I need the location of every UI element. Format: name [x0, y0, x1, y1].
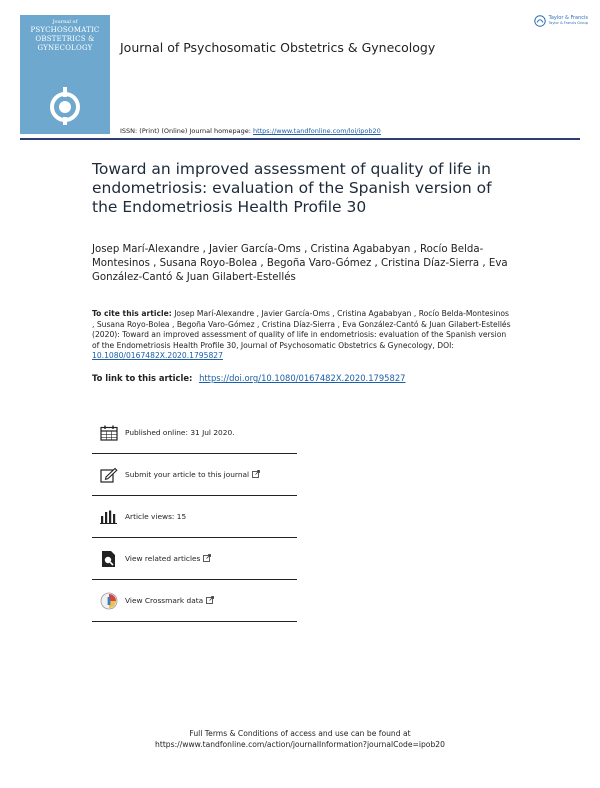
- journal-cover[interactable]: [20, 15, 110, 134]
- journal-title[interactable]: Journal of Psychosomatic Obstetrics & Gynecology: [120, 40, 436, 55]
- crossmark-row[interactable]: [92, 580, 297, 622]
- citation-label: To cite this article:: [92, 309, 172, 318]
- article-actions: [92, 412, 297, 622]
- bar-chart-icon: [98, 507, 120, 527]
- related-articles-link[interactable]: View related articles: [125, 554, 201, 563]
- article-link-label: To link to this article:: [92, 373, 193, 383]
- external-link-icon: [203, 554, 211, 564]
- cover-title-line-1: PSYCHOSOMATIC: [30, 26, 100, 34]
- citation-text: Josep Marí-Alexandre , Javier García-Oms , Cristina Agababyan , Rocío Belda-Montesinos , Susana Royo-Bolea , Begoña Varo-Gómez , Cristina Díaz-Sierra , Eva González-Cantó & Juan Gilabert-Estellés (2020): Toward an improved assessment of quality of life in endometriosis: evaluation of the Spanish version of the Endometriosis Health Profile 30, Journal of Psychosomatic Obstetrics & Gynecology, DOI:: [92, 309, 511, 350]
- crossmark-icon: [98, 591, 120, 611]
- external-link-icon: [206, 596, 214, 606]
- edit-icon: [98, 465, 120, 485]
- submit-article-link[interactable]: Submit your article to this journal: [125, 470, 250, 479]
- citation: [92, 309, 512, 362]
- footer-url[interactable]: https://www.tandfonline.com/action/journalInformation?journalCode=ipob20: [155, 740, 445, 749]
- calendar-icon: [98, 423, 120, 443]
- cover-title-line-2: OBSTETRICS &: [35, 35, 95, 43]
- submit-article-row[interactable]: [92, 454, 297, 496]
- publisher-logo-icon: [534, 15, 546, 27]
- publisher-name: Taylor & Francis: [548, 15, 588, 21]
- doi-link[interactable]: 10.1080/0167482X.2020.1795827: [92, 351, 223, 360]
- related-articles-icon: [98, 549, 120, 569]
- related-articles-row[interactable]: [92, 538, 297, 580]
- crossmark-link[interactable]: View Crossmark data: [125, 596, 204, 605]
- published-online-text: Published online: 31 Jul 2020.: [125, 428, 235, 437]
- authors: Josep Marí-Alexandre , Javier García-Oms , Cristina Agababyan , Rocío Belda-Montesinos , Susana Royo-Bolea , Begoña Varo-Gómez , Cristina Díaz-Sierra , Eva González-Cantó & Juan Gilabert-Estellés: [92, 244, 508, 283]
- article-title: Toward an improved assessment of quality of life in endometriosis: evaluation of the Spanish version of the Endometriosis Health Profile 30: [92, 160, 492, 216]
- article-link-line: [92, 373, 406, 383]
- article-doi-url[interactable]: https://doi.org/10.1080/0167482X.2020.1795827: [199, 373, 406, 383]
- header-divider: [20, 138, 580, 140]
- footer-terms: Full Terms & Conditions of access and use can be found at: [189, 729, 411, 738]
- footer: [0, 728, 600, 750]
- publisher-logo[interactable]: [534, 15, 588, 27]
- journal-homepage-link[interactable]: https://www.tandfonline.com/loi/ipob20: [252, 127, 381, 135]
- article-views-text: Article views: 15: [125, 512, 187, 521]
- issn-label: ISSN: (Print) (Online) Journal homepage:: [120, 127, 251, 135]
- cover-top-line: Journal of: [52, 19, 78, 25]
- article-views-row: [92, 496, 297, 538]
- issn-line: [120, 127, 381, 135]
- cover-title-line-3: GYNECOLOGY: [37, 44, 93, 52]
- external-link-icon: [252, 470, 260, 480]
- cover-logo-icon: [48, 85, 82, 125]
- publisher-group: Taylor & Francis Group: [548, 21, 588, 25]
- published-online-row: [92, 412, 297, 454]
